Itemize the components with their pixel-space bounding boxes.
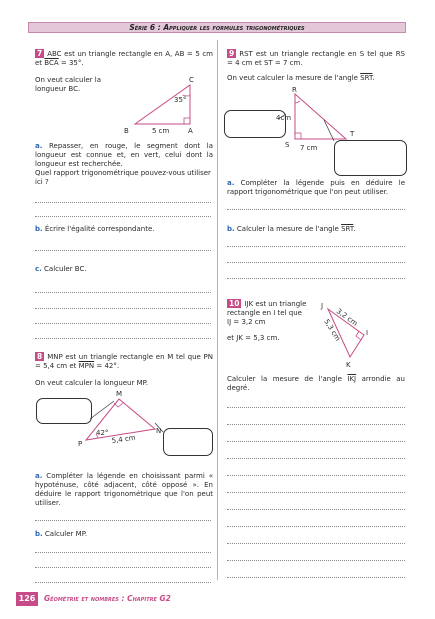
- ex9-angle-arc: [295, 101, 300, 103]
- ex7-side-length: 5 cm: [152, 127, 170, 135]
- answer-line: [227, 492, 405, 493]
- ex9-triangle: [295, 94, 346, 139]
- answer-line: [227, 526, 405, 527]
- ex10-label-J: J: [321, 302, 324, 310]
- ex9-question-b: b. Calculer la mesure de l'angle $\overline{SRT}$.: [227, 225, 356, 233]
- ex10-question: Calculer la mesure de l'angle $\overline{IKJ}$ arrondie au degré.: [227, 375, 405, 393]
- ex7-label-B: B: [124, 127, 129, 135]
- ex8-question-a: a. Compléter la légende en choisissant parmi « hypoténuse, côté adjacent, côté opposé ». En déduire le rapport trigonométrique que l'on peut utiliser.: [35, 472, 213, 508]
- ex7-goal: On veut calculer la longueur BC.: [35, 76, 101, 94]
- answer-line: [227, 424, 405, 425]
- answer-line: [35, 202, 211, 203]
- answer-line: [35, 552, 211, 553]
- footer-chapter: Géométrie et nombres : Chapitre G2: [44, 594, 171, 603]
- answer-line: [35, 250, 211, 251]
- ex7-question-a2: Quel rapport trigonométrique pouvez-vous utiliser ici ?: [35, 169, 211, 187]
- ex7-question-b: b. Écrire l'égalité correspondante.: [35, 225, 155, 233]
- ex10-label-K: K: [346, 361, 351, 369]
- ex10-triangle-figure: [312, 297, 382, 369]
- ex9-number: 9: [229, 49, 235, 58]
- ex10-intro-end: et JK = 5,3 cm.: [227, 334, 280, 342]
- ex8-triangle-figure: [70, 388, 175, 450]
- ex8-question-b: b. Calculer MP.: [35, 530, 88, 538]
- ex8-side-length: 5,4 cm: [111, 433, 137, 445]
- ex9-side-rs: 4cm: [276, 114, 292, 122]
- ex9-right-angle-mark: [295, 133, 301, 139]
- ex8-label-M: M: [116, 390, 123, 398]
- ex8-label-N: N: [156, 427, 162, 435]
- ex10-side-jk: 5,3 cm: [322, 317, 342, 343]
- answer-line: [227, 543, 405, 544]
- ex9-goal: On veut calculer la mesure de l'angle $\overline{SRT}$.: [227, 74, 375, 82]
- ex7-question-c: c. Calculer BC.: [35, 265, 87, 273]
- answer-line: [227, 475, 405, 476]
- ex10-number: 10: [229, 299, 240, 308]
- ex10-side-ij: 3,2 cm: [334, 307, 359, 328]
- answer-line: [227, 560, 405, 561]
- page-title: Série 6 : Appliquer les formules trigonométriques: [129, 23, 305, 32]
- ex9-side-st: 7 cm: [300, 144, 318, 152]
- answer-line: [35, 323, 211, 324]
- answer-line: [227, 407, 405, 408]
- ex7-triangle-figure: [110, 72, 215, 140]
- answer-line: [35, 308, 211, 309]
- ex7-right-angle-mark: [184, 118, 190, 124]
- answer-line: [227, 458, 405, 459]
- answer-line: [35, 292, 211, 293]
- answer-line: [227, 509, 405, 510]
- ex9-question-a: a. Compléter la légende puis en déduire le rapport trigonométrique que l'on peut utiliser.: [227, 179, 405, 197]
- answer-line: [227, 209, 405, 210]
- answer-line: [227, 262, 405, 263]
- ex7-angle-value: 35°: [174, 96, 187, 104]
- ex8-angle-value: 42°: [96, 429, 109, 437]
- ex9-triangle-figure: [268, 84, 378, 154]
- ex9-label-S: S: [285, 141, 290, 149]
- answer-line: [35, 520, 211, 521]
- answer-line: [227, 278, 405, 279]
- ex7-intro: 7 ABC est un triangle rectangle en A, AB = 5 cm et $\overline{BCA} = 35^\circ$.: [35, 49, 213, 68]
- answer-line: [35, 338, 211, 339]
- answer-line: [227, 246, 405, 247]
- ex10-label-I: I: [366, 329, 369, 337]
- ex10-intro: 10 IJK est un triangle rectangle en I tel que IJ = 3,2 cm: [227, 299, 307, 327]
- answer-line: [227, 441, 405, 442]
- ex7-question-a: a. Repasser, en rouge, le segment dont la longueur est connue et, en vert, celui dont la longueur est recherchée.: [35, 142, 213, 169]
- answer-line: [35, 567, 211, 568]
- ex7-number: 7: [37, 49, 43, 58]
- answer-line: [35, 582, 211, 583]
- page-number: 126: [16, 592, 38, 606]
- ex8-label-P: P: [78, 440, 83, 448]
- ex8-intro: 8 MNP est un triangle rectangle en M tel que PN = 5,4 cm et $\overline{MPN} = 42^\circ$.: [35, 352, 213, 371]
- ex7-label-A: A: [188, 127, 193, 135]
- ex9-label-R: R: [292, 86, 297, 94]
- answer-line: [35, 216, 211, 217]
- ex8-number: 8: [37, 352, 43, 361]
- ex9-label-T: T: [350, 130, 355, 138]
- ex7-triangle: [135, 85, 190, 124]
- ex9-pointer-line: [324, 120, 334, 141]
- ex9-intro: 9 RST est un triangle rectangle en S tel que RS = 4 cm et ST = 7 cm.: [227, 49, 405, 68]
- answer-line: [227, 577, 405, 578]
- column-divider: [217, 40, 218, 580]
- ex7-label-C: C: [189, 76, 194, 84]
- ex8-goal: On veut calculer la longueur MP.: [35, 379, 148, 387]
